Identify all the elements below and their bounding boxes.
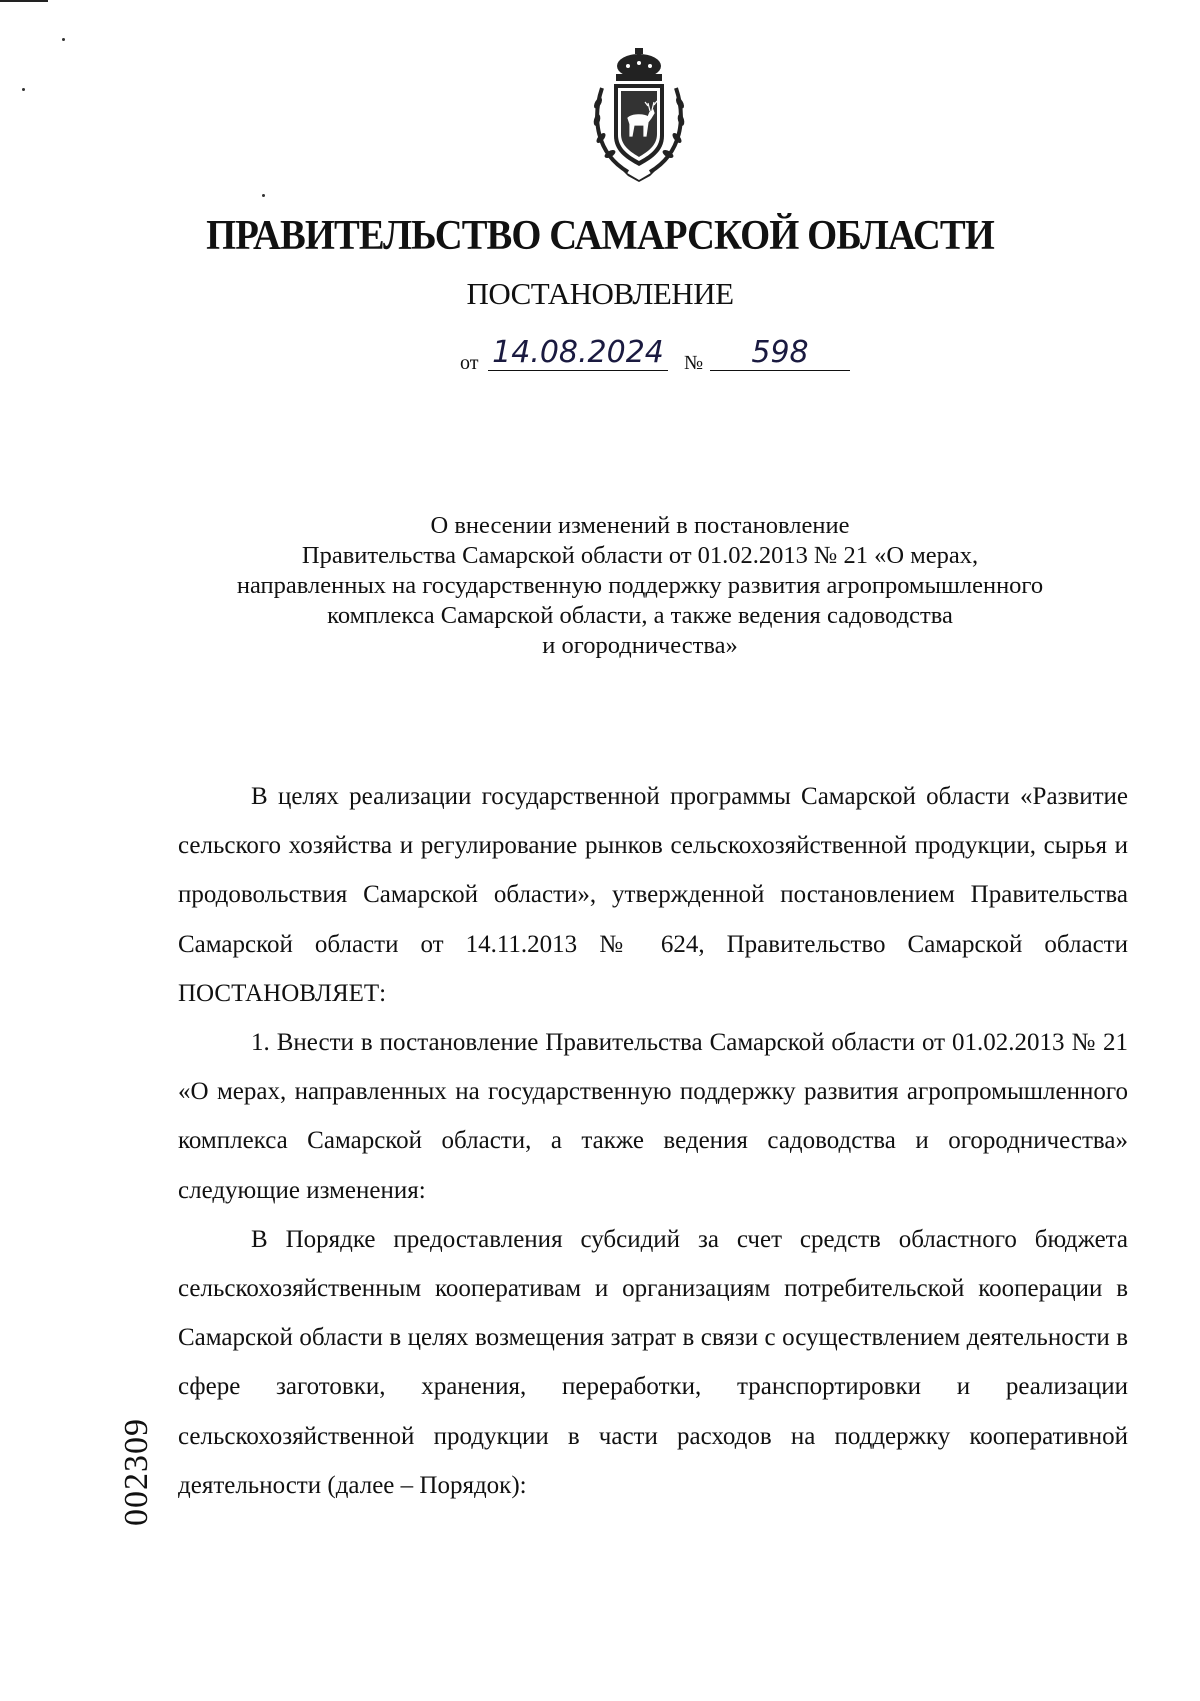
government-title: ПРАВИТЕЛЬСТВО САМАРСКОЙ ОБЛАСТИ bbox=[206, 213, 994, 259]
number-field: 598 bbox=[710, 336, 850, 371]
scan-speck bbox=[262, 194, 265, 197]
document-subject bbox=[160, 511, 1120, 661]
body-paragraph: В целях реализации государственной программы Самарской области «Развитие сельского хозяйства и регулирование рынков сельскохозяйственной продукции, сырья и продовольствия Самарской области», утвержденной постановлением Правительства Самарской области от 14.11.2013 № 624, Правительство Самарской области ПОСТАНОВЛЯЕТ: bbox=[178, 783, 1128, 1007]
date-prefix: от bbox=[460, 352, 479, 374]
subject-line: Правительства Самарской области от 01.02.2013 № 21 «О мерах, bbox=[301, 542, 979, 569]
samara-coat-of-arms-icon bbox=[588, 48, 690, 182]
date-number-line bbox=[460, 336, 850, 376]
date-field: 14.08.2024 bbox=[488, 336, 668, 371]
registration-side-number: 002309 bbox=[118, 1418, 155, 1526]
body-paragraph: В Порядке предоставления субсидий за счет средств областного бюджета сельскохозяйственным кооперативам и организациям потребительской кооперации в Самарской области в целях возмещения затрат в связи с осуществлением деятельности в сфере заготовки, хранения, переработки, транспортировки и реализации сельскохозяйственной продукции в части расходов на поддержку кооперативной деятельности (далее – Порядок): bbox=[178, 1225, 1128, 1499]
scan-edge-mark bbox=[0, 0, 48, 2]
subject-line: и огородничества» bbox=[542, 632, 738, 659]
number-prefix: № bbox=[684, 352, 704, 374]
document-type: ПОСТАНОВЛЕНИЕ bbox=[466, 276, 734, 311]
scan-speck bbox=[62, 38, 65, 41]
document-body bbox=[178, 772, 1128, 1510]
scan-speck bbox=[22, 88, 25, 91]
subject-line: комплекса Самарской области, а также ведения садоводства bbox=[327, 602, 953, 629]
subject-line: О внесении изменений в постановление bbox=[430, 512, 850, 539]
body-paragraph: 1. Внести в постановление Правительства Самарской области от 01.02.2013 № 21 «О мерах, направленных на государственную поддержку развития агропромышленного комплекса Самарской области, а также ведения садоводства и огородничества» следующие изменения: bbox=[178, 1029, 1128, 1204]
subject-line: направленных на государственную поддержку развития агропромышленного bbox=[236, 572, 1044, 599]
